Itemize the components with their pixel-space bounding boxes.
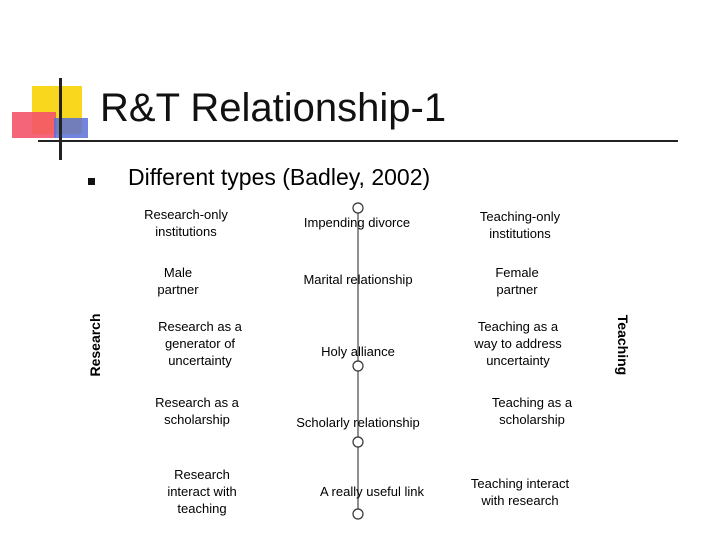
row1-center: Impending divorce <box>303 215 411 230</box>
row3-center: Holy alliance <box>321 344 395 359</box>
row1-left: Research-only institutions <box>144 207 228 239</box>
spine-node <box>353 509 363 519</box>
spine-node <box>353 437 363 447</box>
row3-right: Teaching as a way to address uncertainty <box>474 319 562 368</box>
spine-node <box>353 203 363 213</box>
row3-left: Research as a generator of uncertainty <box>158 319 242 368</box>
row2-center: Marital relationship <box>303 272 413 287</box>
slide-title: R&T Relationship-1 <box>100 86 447 130</box>
bullet-text: Different types (Badley, 2002) <box>128 164 431 190</box>
row4-right: Teaching as a scholarship <box>491 395 573 427</box>
row1-right: Teaching-only institutions <box>479 209 561 241</box>
row4-left: Research as a scholarship <box>155 395 239 427</box>
spine-node <box>353 361 363 371</box>
row5-center: A really useful link <box>319 484 425 499</box>
row5-right: Teaching interact with research <box>470 476 570 508</box>
row5-left: Research interact with teaching <box>167 467 237 516</box>
research-axis-label: Research <box>87 313 103 377</box>
row2-left: Male partner <box>157 265 199 297</box>
teaching-axis-label: Teaching <box>615 314 631 376</box>
row4-center: Scholarly relationship <box>296 415 420 430</box>
row2-right: Female partner <box>495 265 539 297</box>
